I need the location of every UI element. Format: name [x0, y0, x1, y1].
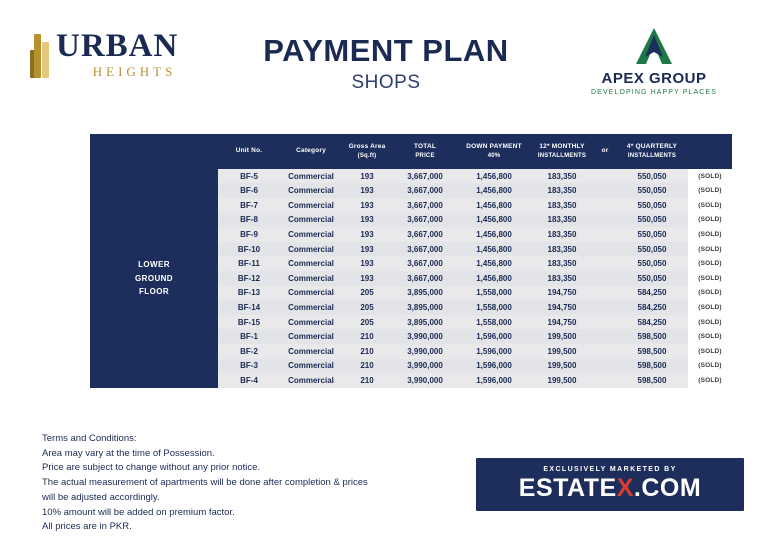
category-cell: Commercial: [280, 227, 342, 242]
or-cell: [594, 183, 616, 198]
down-payment-cell: 1,456,800: [458, 271, 530, 286]
status-badge: (SOLD): [688, 242, 732, 257]
or-cell: [594, 213, 616, 228]
category-cell: Commercial: [280, 359, 342, 374]
unit-cell: BF-5: [218, 169, 280, 184]
or-cell: [594, 373, 616, 388]
unit-cell: BF-2: [218, 344, 280, 359]
terms-line: Area may vary at the time of Possession.: [42, 447, 215, 459]
unit-cell: BF-10: [218, 242, 280, 257]
or-cell: [594, 198, 616, 213]
total-price-cell: 3,667,000: [392, 227, 458, 242]
category-cell: Commercial: [280, 344, 342, 359]
status-badge: (SOLD): [688, 198, 732, 213]
estatex-logo-dotcom: .COM: [633, 474, 702, 502]
monthly-installment-cell: 183,350: [530, 271, 594, 286]
quarterly-installment-cell: 584,250: [616, 300, 688, 315]
or-cell: [594, 169, 616, 184]
down-payment-cell: 1,456,800: [458, 198, 530, 213]
down-payment-cell: 1,456,800: [458, 242, 530, 257]
area-cell: 210: [342, 373, 392, 388]
status-badge: (SOLD): [688, 169, 732, 184]
or-cell: [594, 242, 616, 257]
down-payment-cell: 1,456,800: [458, 256, 530, 271]
quarterly-installment-cell: 550,050: [616, 242, 688, 257]
col-header-total-label: TOTAL: [413, 143, 437, 150]
down-payment-cell: 1,456,800: [458, 169, 530, 184]
down-payment-cell: 1,456,800: [458, 213, 530, 228]
area-cell: 210: [342, 359, 392, 374]
category-cell: Commercial: [280, 256, 342, 271]
unit-cell: BF-7: [218, 198, 280, 213]
area-cell: 193: [342, 271, 392, 286]
floor-label-line: LOWER: [138, 259, 170, 269]
unit-cell: BF-14: [218, 300, 280, 315]
quarterly-installment-cell: 584,250: [616, 315, 688, 330]
down-payment-cell: 1,596,000: [458, 344, 530, 359]
quarterly-installment-cell: 550,050: [616, 183, 688, 198]
status-badge: (SOLD): [688, 373, 732, 388]
quarterly-installment-cell: 550,050: [616, 213, 688, 228]
monthly-installment-cell: 183,350: [530, 183, 594, 198]
col-header-status: [688, 134, 732, 169]
area-cell: 205: [342, 286, 392, 301]
urban-heights-mark-icon: [28, 28, 54, 82]
col-header-quarterly-sub: INSTALLMENTS: [627, 152, 677, 159]
status-badge: (SOLD): [688, 315, 732, 330]
col-header-unit-label: Unit No.: [235, 147, 263, 155]
payment-plan-table-wrap: [90, 134, 722, 388]
apex-group-logo: [564, 24, 744, 96]
page-header: [0, 0, 772, 96]
col-header-or: [594, 134, 616, 169]
total-price-cell: 3,895,000: [392, 300, 458, 315]
unit-cell: BF-11: [218, 256, 280, 271]
category-cell: Commercial: [280, 198, 342, 213]
unit-cell: BF-12: [218, 271, 280, 286]
urban-heights-logo: [28, 24, 208, 82]
payment-plan-table: [90, 134, 732, 388]
quarterly-installment-cell: 550,050: [616, 169, 688, 184]
quarterly-installment-cell: 598,500: [616, 344, 688, 359]
total-price-cell: 3,667,000: [392, 198, 458, 213]
total-price-cell: 3,895,000: [392, 286, 458, 301]
apex-a-icon: [632, 26, 676, 66]
or-cell: [594, 300, 616, 315]
logo-name-main: URBAN: [56, 28, 179, 64]
category-cell: Commercial: [280, 183, 342, 198]
monthly-installment-cell: 183,350: [530, 256, 594, 271]
quarterly-installment-cell: 550,050: [616, 227, 688, 242]
quarterly-installment-cell: 550,050: [616, 256, 688, 271]
col-header-monthly-label: 12* MONTHLY: [539, 143, 585, 150]
unit-cell: BF-8: [218, 213, 280, 228]
col-header-down-sub: 40%: [487, 152, 501, 159]
total-price-cell: 3,895,000: [392, 315, 458, 330]
terms-line: The actual measurement of apartments will be done after completion & prices: [42, 477, 368, 489]
status-badge: (SOLD): [688, 183, 732, 198]
total-price-cell: 3,990,000: [392, 329, 458, 344]
terms-and-conditions: [42, 432, 368, 535]
area-cell: 193: [342, 256, 392, 271]
col-header-area-sub: (Sq.ft): [357, 152, 377, 159]
total-price-cell: 3,667,000: [392, 271, 458, 286]
area-cell: 205: [342, 300, 392, 315]
down-payment-cell: 1,596,000: [458, 329, 530, 344]
area-cell: 193: [342, 169, 392, 184]
area-cell: 193: [342, 242, 392, 257]
monthly-installment-cell: 199,500: [530, 344, 594, 359]
unit-cell: BF-6: [218, 183, 280, 198]
total-price-cell: 3,990,000: [392, 359, 458, 374]
or-cell: [594, 256, 616, 271]
col-header-quarterly-label: 4* QUARTERLY: [626, 143, 678, 150]
down-payment-cell: 1,558,000: [458, 286, 530, 301]
or-cell: [594, 286, 616, 301]
unit-cell: BF-3: [218, 359, 280, 374]
category-cell: Commercial: [280, 329, 342, 344]
monthly-installment-cell: 194,750: [530, 315, 594, 330]
unit-cell: BF-9: [218, 227, 280, 242]
area-cell: 205: [342, 315, 392, 330]
quarterly-installment-cell: 598,500: [616, 359, 688, 374]
quarterly-installment-cell: 584,250: [616, 286, 688, 301]
terms-line: will be adjusted accordingly.: [42, 491, 160, 503]
estatex-logo: [476, 476, 744, 501]
col-header-floor: [90, 134, 218, 169]
quarterly-installment-cell: 598,500: [616, 329, 688, 344]
terms-line: All prices are in PKR.: [42, 521, 132, 533]
total-price-cell: 3,667,000: [392, 242, 458, 257]
floor-label-line: FLOOR: [139, 287, 169, 297]
badge-kicker: EXCLUSIVELY MARKETED BY: [543, 466, 677, 473]
status-badge: (SOLD): [688, 256, 732, 271]
status-badge: (SOLD): [688, 213, 732, 228]
total-price-cell: 3,667,000: [392, 183, 458, 198]
monthly-installment-cell: 199,500: [530, 373, 594, 388]
monthly-installment-cell: 183,350: [530, 213, 594, 228]
status-badge: (SOLD): [688, 344, 732, 359]
or-cell: [594, 344, 616, 359]
terms-lines: [42, 447, 368, 535]
area-cell: 210: [342, 329, 392, 344]
col-header-total-sub: PRICE: [415, 152, 435, 159]
category-cell: Commercial: [280, 315, 342, 330]
floor-label-line: GROUND: [135, 273, 173, 283]
down-payment-cell: 1,596,000: [458, 359, 530, 374]
col-header-or-label: or: [601, 147, 609, 155]
estatex-logo-x: X: [616, 474, 634, 502]
category-cell: Commercial: [280, 213, 342, 228]
down-payment-cell: 1,456,800: [458, 183, 530, 198]
table-body: [90, 169, 732, 388]
unit-cell: BF-4: [218, 373, 280, 388]
status-badge: (SOLD): [688, 300, 732, 315]
status-badge: (SOLD): [688, 359, 732, 374]
estatex-logo-part1: ESTATE: [518, 474, 617, 502]
area-cell: 193: [342, 183, 392, 198]
or-cell: [594, 271, 616, 286]
page-title: PAYMENT PLAN: [263, 33, 509, 68]
table-header-row: [90, 134, 732, 169]
down-payment-cell: 1,558,000: [458, 300, 530, 315]
or-cell: [594, 315, 616, 330]
status-badge: (SOLD): [688, 329, 732, 344]
col-header-down-label: DOWN PAYMENT: [466, 143, 522, 150]
col-header-monthly-sub: INSTALLMENTS: [537, 152, 587, 159]
page-subtitle: SHOPS: [351, 72, 421, 94]
unit-cell: BF-1: [218, 329, 280, 344]
monthly-installment-cell: 183,350: [530, 227, 594, 242]
floor-label-cell: [90, 169, 218, 388]
monthly-installment-cell: 199,500: [530, 359, 594, 374]
category-cell: Commercial: [280, 300, 342, 315]
col-header-unit: [218, 134, 280, 169]
down-payment-cell: 1,596,000: [458, 373, 530, 388]
status-badge: (SOLD): [688, 227, 732, 242]
terms-line: Price are subject to change without any prior notice.: [42, 462, 261, 474]
category-cell: Commercial: [280, 169, 342, 184]
col-header-area-label: Gross Area: [348, 143, 386, 150]
monthly-installment-cell: 183,350: [530, 242, 594, 257]
total-price-cell: 3,667,000: [392, 256, 458, 271]
area-cell: 210: [342, 344, 392, 359]
category-cell: Commercial: [280, 373, 342, 388]
col-header-category-label: Category: [296, 147, 326, 155]
or-cell: [594, 227, 616, 242]
or-cell: [594, 329, 616, 344]
title-block: [208, 24, 564, 94]
area-cell: 193: [342, 198, 392, 213]
quarterly-installment-cell: 550,050: [616, 198, 688, 213]
category-cell: Commercial: [280, 271, 342, 286]
unit-cell: BF-13: [218, 286, 280, 301]
col-header-total-price: [392, 134, 458, 169]
category-cell: Commercial: [280, 286, 342, 301]
monthly-installment-cell: 194,750: [530, 300, 594, 315]
total-price-cell: 3,667,000: [392, 169, 458, 184]
monthly-installment-cell: 194,750: [530, 286, 594, 301]
terms-heading: Terms and Conditions:: [42, 433, 137, 444]
down-payment-cell: 1,558,000: [458, 315, 530, 330]
quarterly-installment-cell: 550,050: [616, 271, 688, 286]
col-header-area: [342, 134, 392, 169]
col-header-monthly: [530, 134, 594, 169]
total-price-cell: 3,667,000: [392, 213, 458, 228]
quarterly-installment-cell: 598,500: [616, 373, 688, 388]
or-cell: [594, 359, 616, 374]
area-cell: 193: [342, 213, 392, 228]
col-header-quarterly: [616, 134, 688, 169]
unit-cell: BF-15: [218, 315, 280, 330]
status-badge: (SOLD): [688, 271, 732, 286]
col-header-down-payment: [458, 134, 530, 169]
exclusive-marketer-badge: [476, 458, 744, 511]
total-price-cell: 3,990,000: [392, 373, 458, 388]
terms-line: 10% amount will be added on premium factor.: [42, 506, 235, 518]
apex-group-tagline: DEVELOPING HAPPY PLACES: [591, 89, 717, 96]
apex-group-name: APEX GROUP: [601, 70, 707, 87]
area-cell: 193: [342, 227, 392, 242]
logo-name-sub: HEIGHTS: [92, 64, 177, 79]
status-badge: (SOLD): [688, 286, 732, 301]
monthly-installment-cell: 183,350: [530, 169, 594, 184]
table-row: [90, 169, 732, 184]
total-price-cell: 3,990,000: [392, 344, 458, 359]
col-header-category: [280, 134, 342, 169]
down-payment-cell: 1,456,800: [458, 227, 530, 242]
monthly-installment-cell: 183,350: [530, 198, 594, 213]
category-cell: Commercial: [280, 242, 342, 257]
monthly-installment-cell: 199,500: [530, 329, 594, 344]
